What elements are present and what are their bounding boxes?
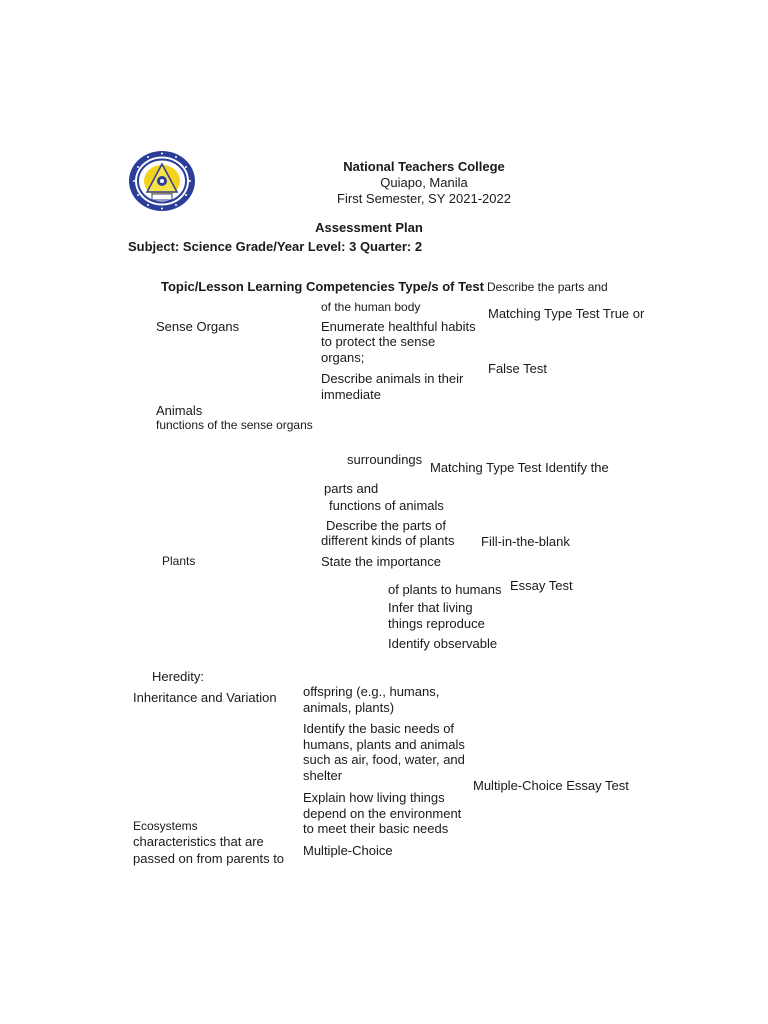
header-tail: Describe the parts and xyxy=(487,280,608,294)
competency-line: Describe the parts of xyxy=(326,518,446,533)
test-type: Matching Type Test Identify the xyxy=(430,460,609,475)
college-name: National Teachers College xyxy=(343,159,505,174)
topic-inheritance: Inheritance and Variation xyxy=(133,690,277,705)
topic-ecosystems: Ecosystems xyxy=(133,819,198,833)
competency-line: surroundings xyxy=(347,452,423,467)
competency-line: of the human body xyxy=(321,300,421,314)
competency-line: Explain how living things xyxy=(303,790,445,805)
subject-line: Subject: Science Grade/Year Level: 3 Quarter: 2 xyxy=(128,239,423,254)
test-type: Essay Test xyxy=(510,578,573,593)
test-type: Matching Type Test True or xyxy=(488,306,645,321)
topic-heredity: Heredity: xyxy=(152,669,205,684)
table-header: Topic/Lesson Learning Competencies Type/s of Test xyxy=(161,279,484,294)
competency-line: Identify the basic needs of xyxy=(303,721,455,736)
competency-line: Enumerate healthful habits xyxy=(321,319,476,334)
competency-line: Infer that living xyxy=(388,600,473,615)
competency-line: immediate xyxy=(321,387,381,402)
competency-line: State the importance xyxy=(321,554,441,569)
test-type: Multiple-Choice Essay Test xyxy=(473,778,629,793)
competency-line: Describe animals in their xyxy=(321,371,464,386)
college-location: Quiapo, Manila xyxy=(380,175,468,190)
competency-line: such as air, food, water, and xyxy=(303,752,465,767)
competency-line: functions of the sense organs xyxy=(156,418,313,432)
competency-line: to protect the sense xyxy=(321,334,436,349)
competency-line: animals, plants) xyxy=(303,700,395,715)
competency-line: characteristics that are xyxy=(133,834,264,849)
competency-line: shelter xyxy=(303,768,343,783)
competency-line: organs; xyxy=(321,350,365,365)
competency-line: Identify observable xyxy=(388,636,498,651)
competency-line: to meet their basic needs xyxy=(303,821,449,836)
college-seal-icon xyxy=(128,150,196,212)
competency-line: depend on the environment xyxy=(303,806,462,821)
competency-line: things reproduce xyxy=(388,616,485,631)
competency-line: of plants to humans xyxy=(388,582,502,597)
competency-line: offspring (e.g., humans, xyxy=(303,684,440,699)
page-title: Assessment Plan xyxy=(315,220,423,235)
test-type: Fill-in-the-blank xyxy=(481,534,570,549)
topic-plants: Plants xyxy=(162,554,196,568)
competency-line: passed on from parents to xyxy=(133,851,285,866)
topic-animals: Animals xyxy=(156,403,203,418)
semester: First Semester, SY 2021-2022 xyxy=(337,191,511,206)
competency-line: parts and xyxy=(324,481,379,496)
topic-sense-organs: Sense Organs xyxy=(156,319,240,334)
competency-line: different kinds of plants xyxy=(321,533,455,548)
competency-line: humans, plants and animals xyxy=(303,737,465,752)
test-type: Multiple-Choice xyxy=(303,843,393,858)
competency-line: functions of animals xyxy=(329,498,444,513)
test-type: False Test xyxy=(488,361,548,376)
